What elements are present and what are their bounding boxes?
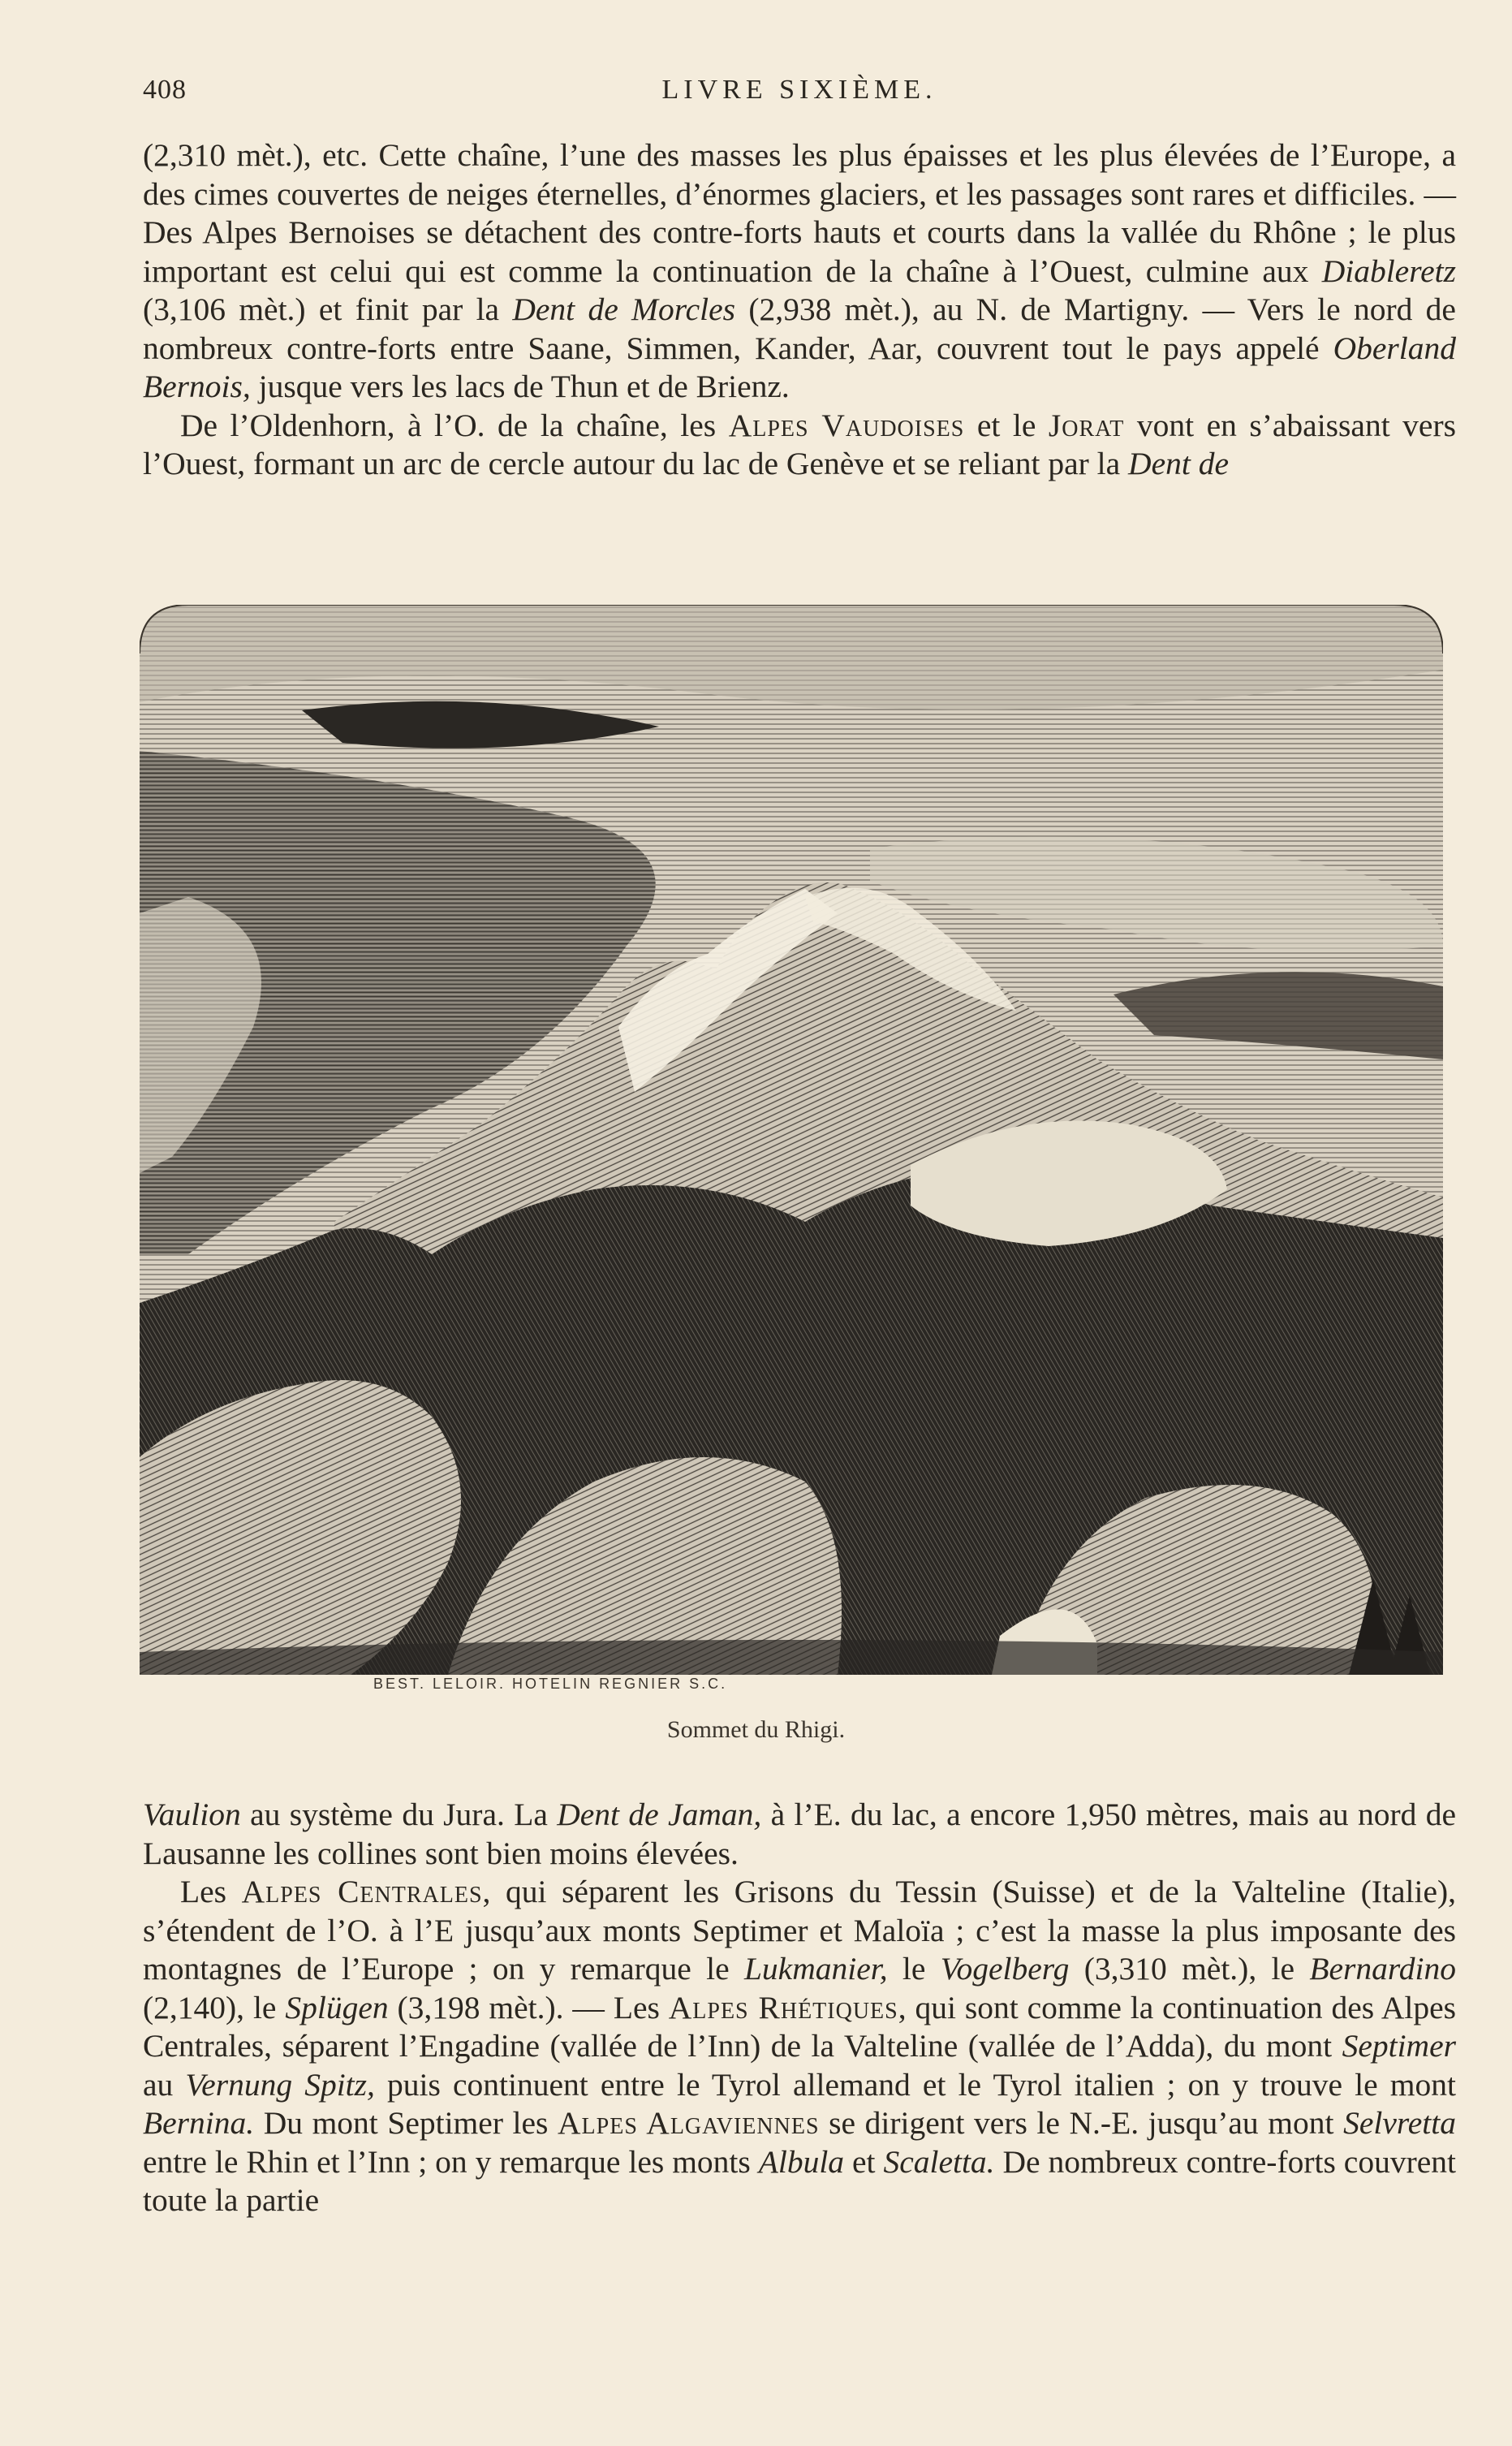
- engraver-credits: BEST. LELOIR. HOTELIN REGNIER S.C.: [373, 1676, 728, 1692]
- paragraph: (2,310 mèt.), etc. Cette chaîne, l’une des masses les plus épaisses et les plus élevées de l’Europe, a des cimes couvertes de neiges éternelles, d’énormes glaciers, et les passages sont rares et difficiles. — Des Alpes Bernoises se détachent des contre-forts hauts et courts dans la vallée du Rhône ; le plus important est celui qui est comme la continuation de la chaîne à l’Ouest, culmine aux Diableretz (3,106 mèt.) et finit par la Dent de Morcles (2,938 mèt.), au N. de Martigny. — Vers le nord de nombreux contre-forts entre Saane, Simmen, Kander, Aar, couvrent tout le pays appelé Oberland Bernois, jusque vers les lacs de Thun et de Brienz.: [143, 137, 1456, 404]
- text-block-bottom: [143, 1796, 1456, 2220]
- paragraph: Les Alpes Centrales, qui séparent les Grisons du Tessin (Suisse) et de la Valteline (Italie), s’étendent de l’O. à l’E jusqu’aux monts Septimer et Maloïa ; c’est la masse la plus imposante des montagnes de l’Europe ; on y remarque le Lukmanier, le Vogelberg (3,310 mèt.), le Bernardino (2,140), le Splügen (3,198 mèt.). — Les Alpes Rhétiques, qui sont comme la continuation des Alpes Centrales, séparent l’Engadine (vallée de l’Inn) de la Valteline (vallée de l’Adda), du mont Septimer au Vernung Spitz, puis continuent entre le Tyrol allemand et le Tyrol italien ; on y trouve le mont Bernina. Du mont Septimer les Alpes Algaviennes se dirigent vers le N.-E. jusqu’au mont Selvretta entre le Rhin et l’Inn ; on y remarque les monts Albula et Scaletta. De nombreux contre-forts couvrent toute la partie: [143, 1874, 1456, 2218]
- engraving-illustration: [140, 605, 1443, 1675]
- page-number: 408: [143, 75, 187, 105]
- running-title: LIVRE SIXIÈME.: [661, 75, 937, 105]
- text-block-top: [143, 136, 1456, 484]
- paragraph: Vaulion au système du Jura. La Dent de Jaman, à l’E. du lac, a encore 1,950 mètres, mais au nord de Lausanne les collines sont bien moins élevées.: [143, 1797, 1456, 1871]
- paragraph: De l’Oldenhorn, à l’O. de la chaîne, les Alpes Vaudoises et le Jorat vont en s’abaissant vers l’Ouest, formant un arc de cercle autour du lac de Genève et se reliant par la Dent de: [143, 407, 1456, 481]
- figure-caption: Sommet du Rhigi.: [666, 1716, 846, 1743]
- page-header: [143, 75, 1456, 115]
